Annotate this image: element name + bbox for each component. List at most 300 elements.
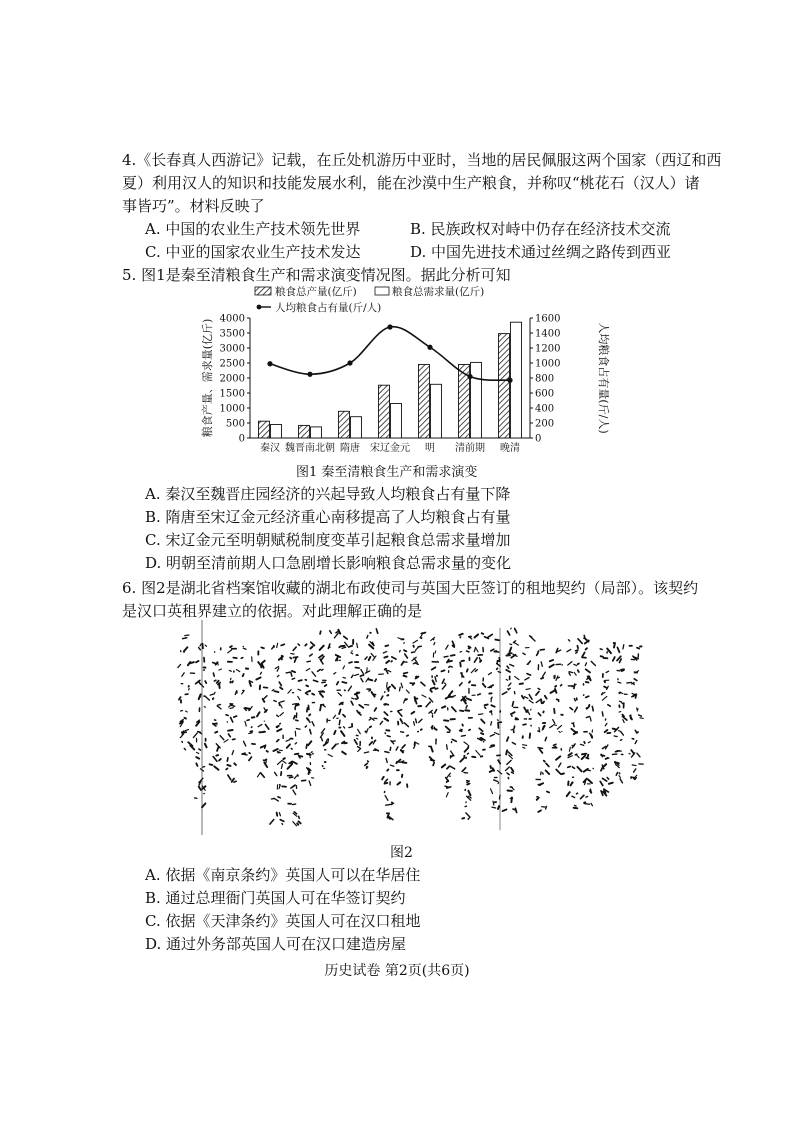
- handwriting-stroke: [299, 756, 302, 757]
- handwriting-stroke: [245, 721, 246, 726]
- handwriting-stroke: [526, 689, 530, 690]
- bar-grain-production: [339, 411, 350, 438]
- handwriting-stroke: [283, 758, 284, 759]
- handwriting-stroke: [306, 685, 308, 686]
- handwriting-stroke: [405, 654, 408, 658]
- y-tick-label-left: 3500: [219, 328, 245, 340]
- y-axis-label-left: 粮食产量、需求量(亿斤): [201, 318, 214, 438]
- handwriting-stroke: [277, 813, 278, 816]
- handwriting-stroke: [270, 820, 274, 825]
- handwriting-stroke: [385, 704, 388, 705]
- q4-option-d: D. 中国先进技术通过丝绸之路传到西亚: [410, 243, 672, 261]
- handwriting-stroke: [275, 772, 277, 775]
- handwriting-stroke: [637, 708, 638, 711]
- handwriting-stroke: [260, 672, 261, 674]
- handwriting-stroke: [234, 763, 236, 765]
- handwriting-stroke: [541, 678, 543, 679]
- handwriting-stroke: [200, 644, 201, 646]
- handwriting-stroke: [498, 782, 499, 783]
- handwriting-stroke: [422, 695, 426, 697]
- handwriting-stroke: [280, 687, 282, 689]
- handwriting-stroke: [588, 780, 592, 784]
- handwriting-stroke: [279, 703, 280, 705]
- handwriting-stroke: [401, 683, 402, 687]
- handwriting-stroke: [572, 723, 574, 724]
- handwriting-stroke: [272, 646, 274, 649]
- handwriting-stroke: [318, 669, 321, 671]
- handwriting-stroke: [498, 806, 499, 809]
- handwriting-stroke: [386, 661, 389, 663]
- handwriting-stroke: [637, 648, 639, 649]
- bar-grain-demand: [351, 417, 362, 438]
- handwriting-stroke: [283, 761, 286, 763]
- handwriting-stroke: [297, 823, 298, 824]
- x-tick-label: 魏晋南北朝: [285, 443, 335, 454]
- handwriting-stroke: [586, 669, 590, 672]
- handwriting-stroke: [293, 647, 296, 650]
- handwriting-stroke: [367, 635, 368, 638]
- handwriting-stroke: [613, 657, 615, 661]
- handwriting-stroke: [287, 744, 290, 747]
- handwriting-stroke: [299, 680, 302, 681]
- handwriting-stroke: [242, 691, 244, 694]
- handwriting-stroke: [312, 672, 316, 676]
- handwriting-stroke: [358, 748, 361, 751]
- handwriting-stroke: [585, 663, 586, 666]
- handwriting-stroke: [575, 707, 578, 711]
- handwriting-stroke: [635, 741, 637, 744]
- handwriting-stroke: [511, 768, 513, 771]
- q5-option-d: D. 明朝至清前期人口急剧增长影响粮食总需求量的变化: [145, 554, 512, 572]
- handwriting-stroke: [356, 694, 358, 698]
- handwriting-stroke: [588, 755, 589, 758]
- handwriting-stroke: [296, 729, 300, 730]
- handwriting-stroke: [541, 699, 542, 703]
- handwriting-stroke: [361, 678, 363, 682]
- handwriting-stroke: [385, 796, 388, 801]
- handwriting-stroke: [482, 633, 484, 634]
- handwriting-stroke: [511, 712, 515, 714]
- handwriting-stroke: [513, 809, 515, 810]
- handwriting-stroke: [412, 652, 415, 653]
- handwriting-stroke: [586, 797, 588, 798]
- point-per-capita-grain: [427, 345, 432, 350]
- handwriting-stroke: [367, 761, 368, 762]
- handwriting-stroke: [184, 647, 187, 651]
- handwriting-stroke: [383, 652, 386, 653]
- handwriting-stroke: [337, 682, 339, 685]
- handwriting-stroke: [568, 753, 571, 755]
- handwriting-stroke: [261, 746, 265, 748]
- handwriting-stroke: [584, 742, 585, 743]
- handwriting-stroke: [262, 664, 264, 667]
- handwriting-stroke: [398, 638, 401, 639]
- handwriting-stroke: [623, 720, 624, 723]
- handwriting-stroke: [514, 643, 518, 646]
- handwriting-stroke: [274, 798, 278, 801]
- handwriting-stroke: [553, 744, 556, 745]
- handwriting-stroke: [488, 634, 492, 637]
- handwriting-stroke: [490, 734, 494, 736]
- point-per-capita-grain: [347, 360, 352, 365]
- handwriting-stroke: [568, 766, 570, 767]
- handwriting-stroke: [553, 720, 555, 724]
- handwriting-stroke: [368, 679, 372, 680]
- handwriting-stroke: [607, 777, 609, 779]
- handwriting-stroke: [590, 718, 591, 721]
- handwriting-stroke: [365, 657, 367, 659]
- handwriting-stroke: [537, 798, 539, 800]
- handwriting-stroke: [369, 742, 372, 745]
- handwriting-stroke: [384, 657, 387, 658]
- handwriting-stroke: [392, 802, 394, 803]
- handwriting-stroke: [541, 662, 542, 667]
- handwriting-stroke: [384, 712, 387, 715]
- handwriting-stroke: [467, 698, 471, 700]
- handwriting-stroke: [435, 677, 436, 682]
- x-tick-label: 隋唐: [340, 443, 360, 454]
- handwriting-stroke: [483, 684, 486, 687]
- handwriting-stroke: [388, 670, 391, 671]
- y-tick-label-right: 800: [535, 373, 555, 385]
- q6-option-b: B. 通过总理衙门英国人可在华签订契约: [145, 889, 406, 907]
- handwriting-stroke: [235, 691, 237, 695]
- q4-option-c: C. 中亚的国家农业生产技术发达: [145, 243, 361, 261]
- handwriting-stroke: [291, 653, 294, 654]
- handwriting-stroke: [322, 705, 325, 707]
- handwriting-stroke: [573, 723, 574, 727]
- handwriting-stroke: [380, 721, 382, 724]
- handwriting-stroke: [453, 646, 455, 647]
- handwriting-stroke: [447, 787, 451, 788]
- handwriting-stroke: [442, 685, 446, 689]
- handwriting-stroke: [402, 762, 406, 763]
- handwriting-stroke: [495, 640, 499, 641]
- handwriting-stroke: [293, 704, 297, 705]
- handwriting-stroke: [530, 636, 532, 637]
- handwriting-stroke: [299, 816, 300, 818]
- handwriting-stroke: [390, 747, 391, 750]
- handwriting-stroke: [580, 795, 583, 798]
- bar-grain-demand: [391, 404, 402, 439]
- handwriting-stroke: [586, 648, 587, 649]
- handwriting-stroke: [584, 779, 587, 782]
- handwriting-stroke: [567, 792, 570, 796]
- y-tick-label-right: 400: [535, 403, 555, 415]
- handwriting-stroke: [365, 671, 369, 673]
- handwriting-stroke: [538, 688, 540, 689]
- page-footer: 历史试卷 第2页(共6页): [324, 963, 470, 979]
- handwriting-stroke: [460, 683, 463, 686]
- handwriting-stroke: [339, 709, 340, 714]
- handwriting-stroke: [334, 673, 336, 674]
- handwriting-stroke: [196, 763, 197, 766]
- handwriting-stroke: [217, 706, 221, 709]
- handwriting-stroke: [357, 738, 358, 739]
- bar-grain-production: [299, 425, 310, 438]
- handwriting-stroke: [249, 757, 252, 760]
- handwriting-stroke: [305, 693, 307, 695]
- handwriting-stroke: [523, 745, 527, 746]
- handwriting-stroke: [605, 723, 607, 725]
- handwriting-stroke: [185, 635, 189, 636]
- handwriting-stroke: [213, 757, 217, 762]
- handwriting-stroke: [634, 684, 635, 685]
- handwriting-stroke: [554, 725, 557, 726]
- handwriting-stroke: [467, 651, 469, 652]
- handwriting-stroke: [381, 696, 383, 699]
- handwriting-stroke: [537, 653, 538, 655]
- handwriting-stroke: [217, 747, 218, 751]
- handwriting-stroke: [307, 708, 308, 712]
- handwriting-stroke: [343, 677, 345, 678]
- handwriting-stroke: [237, 670, 240, 672]
- handwriting-stroke: [469, 646, 471, 647]
- handwriting-stroke: [216, 755, 218, 756]
- x-tick-label: 宋辽金元: [370, 443, 410, 454]
- handwriting-stroke: [200, 683, 204, 687]
- handwriting-stroke: [358, 729, 361, 733]
- handwriting-stroke: [434, 642, 435, 644]
- handwriting-stroke: [296, 720, 298, 721]
- handwriting-stroke: [359, 705, 363, 708]
- handwriting-stroke: [386, 805, 390, 806]
- handwriting-stroke: [469, 730, 470, 731]
- handwriting-stroke: [431, 688, 435, 689]
- handwriting-stroke: [288, 690, 291, 694]
- handwriting-stroke: [278, 752, 281, 753]
- handwriting-stroke: [247, 720, 249, 721]
- handwriting-stroke: [385, 645, 388, 646]
- handwriting-stroke: [278, 797, 280, 798]
- handwriting-stroke: [629, 753, 630, 754]
- handwriting-stroke: [219, 759, 221, 761]
- handwriting-stroke: [419, 719, 422, 722]
- handwriting-stroke: [374, 718, 377, 719]
- handwriting-stroke: [203, 767, 205, 768]
- handwriting-stroke: [219, 684, 220, 688]
- handwriting-stroke: [588, 742, 590, 743]
- handwriting-stroke: [312, 694, 314, 695]
- handwriting-stroke: [471, 669, 475, 673]
- handwriting-stroke: [234, 716, 237, 717]
- handwriting-stroke: [620, 701, 622, 702]
- handwriting-stroke: [369, 657, 371, 660]
- bar-grain-demand: [431, 384, 442, 438]
- handwriting-stroke: [618, 682, 621, 683]
- q4-stem-line-3: 事皆巧”。材料反映了: [122, 197, 265, 215]
- handwriting-stroke: [298, 689, 301, 690]
- handwriting-stroke: [492, 807, 496, 808]
- handwriting-stroke: [466, 706, 467, 708]
- handwriting-stroke: [550, 660, 553, 661]
- y-tick-label-right: 1600: [535, 313, 561, 325]
- handwriting-stroke: [273, 749, 277, 751]
- handwriting-stroke: [385, 779, 388, 782]
- handwriting-stroke: [291, 672, 292, 676]
- handwriting-stroke: [447, 773, 451, 778]
- legend-swatch-demand: [375, 287, 389, 295]
- handwriting-stroke: [199, 749, 201, 750]
- handwriting-stroke: [277, 643, 278, 647]
- x-tick-label: 明: [425, 443, 435, 454]
- handwriting-stroke: [387, 682, 388, 687]
- handwriting-stroke: [447, 766, 450, 769]
- handwriting-stroke: [572, 767, 574, 768]
- handwriting-stroke: [557, 699, 559, 700]
- handwriting-stroke: [622, 715, 624, 717]
- handwriting-stroke: [434, 729, 436, 730]
- handwriting-stroke: [232, 681, 233, 682]
- handwriting-stroke: [213, 663, 216, 664]
- handwriting-stroke: [523, 653, 525, 654]
- handwriting-stroke: [257, 773, 260, 777]
- handwriting-stroke: [220, 736, 224, 740]
- handwriting-stroke: [414, 747, 415, 748]
- handwriting-stroke: [639, 715, 642, 716]
- handwriting-stroke: [567, 649, 571, 651]
- handwriting-stroke: [385, 752, 389, 753]
- handwriting-stroke: [508, 688, 510, 690]
- handwriting-stroke: [342, 647, 346, 648]
- handwriting-stroke: [309, 714, 310, 715]
- handwriting-stroke: [397, 782, 400, 784]
- handwriting-stroke: [481, 719, 484, 723]
- handwriting-stroke: [308, 741, 311, 745]
- handwriting-stroke: [267, 751, 268, 752]
- x-tick-label: 秦汉: [260, 443, 280, 454]
- handwriting-stroke: [286, 672, 290, 673]
- handwriting-stroke: [550, 726, 553, 728]
- handwriting-stroke: [370, 726, 371, 727]
- y-tick-label-right: 600: [535, 388, 555, 400]
- handwriting-stroke: [413, 640, 417, 643]
- q4-stem-line-2: 夏）利用汉人的知识和技能发展水利，能在沙漠中生产粮食，并称叹“桃花石（汉人）诸: [122, 174, 700, 192]
- handwriting-stroke: [217, 681, 219, 683]
- handwriting-stroke: [632, 765, 636, 766]
- handwriting-stroke: [330, 631, 332, 634]
- handwriting-stroke: [469, 681, 470, 682]
- handwriting-stroke: [601, 656, 603, 657]
- handwriting-stroke: [277, 729, 281, 731]
- handwriting-stroke: [432, 680, 434, 684]
- handwriting-stroke: [617, 647, 619, 652]
- handwriting-stroke: [415, 697, 416, 701]
- q5-option-a: A. 秦汉至魏晋庄园经济的兴起导致人均粮食占有量下降: [145, 485, 511, 503]
- handwriting-stroke: [493, 768, 494, 771]
- y-tick-label-left: 2000: [219, 373, 245, 385]
- handwriting-stroke: [205, 645, 206, 646]
- handwriting-stroke: [511, 655, 515, 658]
- handwriting-stroke: [373, 742, 374, 744]
- q4-stem-line-1: 4.《长春真人西游记》记载，在丘处机游历中亚时，当地的居民佩服这两个国家（西辽和西: [122, 151, 722, 169]
- handwriting-stroke: [348, 686, 351, 691]
- q5-option-b: B. 隋唐至宋辽金元经济重心南移提高了人均粮食占有量: [145, 508, 511, 526]
- handwriting-stroke: [205, 744, 207, 748]
- handwriting-stroke: [574, 699, 575, 701]
- handwriting-stroke: [580, 744, 583, 745]
- handwriting-stroke: [479, 714, 483, 715]
- handwriting-stroke: [494, 780, 498, 782]
- handwriting-stroke: [491, 722, 492, 726]
- handwriting-stroke: [476, 751, 480, 756]
- handwriting-stroke: [462, 768, 466, 772]
- handwriting-stroke: [538, 713, 540, 716]
- handwriting-stroke: [539, 727, 540, 730]
- handwriting-stroke: [591, 734, 592, 737]
- handwriting-stroke: [230, 708, 233, 709]
- handwriting-stroke: [320, 631, 321, 634]
- y-tick-label-left: 3000: [219, 343, 245, 355]
- handwriting-stroke: [569, 672, 573, 673]
- handwriting-stroke: [451, 756, 452, 757]
- y-axis-label-right: 人均粮食占有量(斤/人): [597, 322, 610, 434]
- handwriting-stroke: [387, 770, 388, 771]
- handwriting-stroke: [432, 667, 436, 669]
- handwriting-stroke: [196, 757, 199, 759]
- bar-grain-demand: [271, 425, 282, 439]
- handwriting-stroke: [619, 693, 620, 694]
- handwriting-stroke: [606, 671, 608, 672]
- handwriting-stroke: [243, 754, 247, 755]
- handwriting-stroke: [341, 731, 344, 736]
- handwriting-stroke: [602, 696, 606, 700]
- handwriting-stroke: [277, 715, 279, 716]
- handwriting-stroke: [512, 702, 513, 706]
- handwriting-stroke: [336, 631, 339, 632]
- handwriting-stroke: [574, 732, 577, 734]
- handwriting-stroke: [621, 703, 623, 704]
- handwriting-stroke: [228, 650, 232, 653]
- handwriting-stroke: [543, 672, 546, 676]
- handwriting-stroke: [384, 718, 388, 720]
- handwriting-stroke: [219, 669, 222, 670]
- handwriting-stroke: [292, 678, 294, 679]
- handwriting-stroke: [468, 818, 469, 819]
- bar-grain-demand: [471, 362, 482, 438]
- handwriting-stroke: [528, 661, 530, 664]
- handwriting-stroke: [441, 670, 444, 671]
- handwriting-stroke: [280, 820, 284, 822]
- handwriting-stroke: [467, 784, 469, 785]
- handwriting-stroke: [280, 713, 283, 716]
- handwriting-stroke: [446, 696, 450, 699]
- handwriting-stroke: [288, 764, 292, 769]
- handwriting-stroke: [227, 765, 230, 766]
- handwriting-stroke: [184, 748, 185, 749]
- handwriting-stroke: [609, 783, 613, 784]
- handwriting-stroke: [491, 697, 492, 699]
- handwriting-stroke: [549, 665, 553, 667]
- handwriting-stroke: [557, 726, 561, 730]
- handwriting-stroke: [344, 636, 348, 639]
- handwriting-stroke: [281, 705, 282, 708]
- handwriting-stroke: [447, 745, 448, 750]
- handwriting-stroke: [274, 691, 278, 692]
- handwriting-stroke: [491, 705, 494, 706]
- handwriting-stroke: [450, 666, 452, 667]
- handwriting-stroke: [497, 770, 501, 773]
- handwriting-stroke: [406, 699, 407, 700]
- handwriting-stroke: [286, 740, 290, 741]
- figure-1-caption: 图1 秦至清粮食生产和需求演变: [296, 465, 478, 480]
- handwriting-stroke: [310, 729, 311, 733]
- handwriting-stroke: [468, 791, 470, 796]
- handwriting-stroke: [605, 730, 608, 732]
- handwriting-stroke: [569, 673, 570, 675]
- handwriting-stroke: [190, 662, 194, 663]
- handwriting-stroke: [264, 762, 267, 767]
